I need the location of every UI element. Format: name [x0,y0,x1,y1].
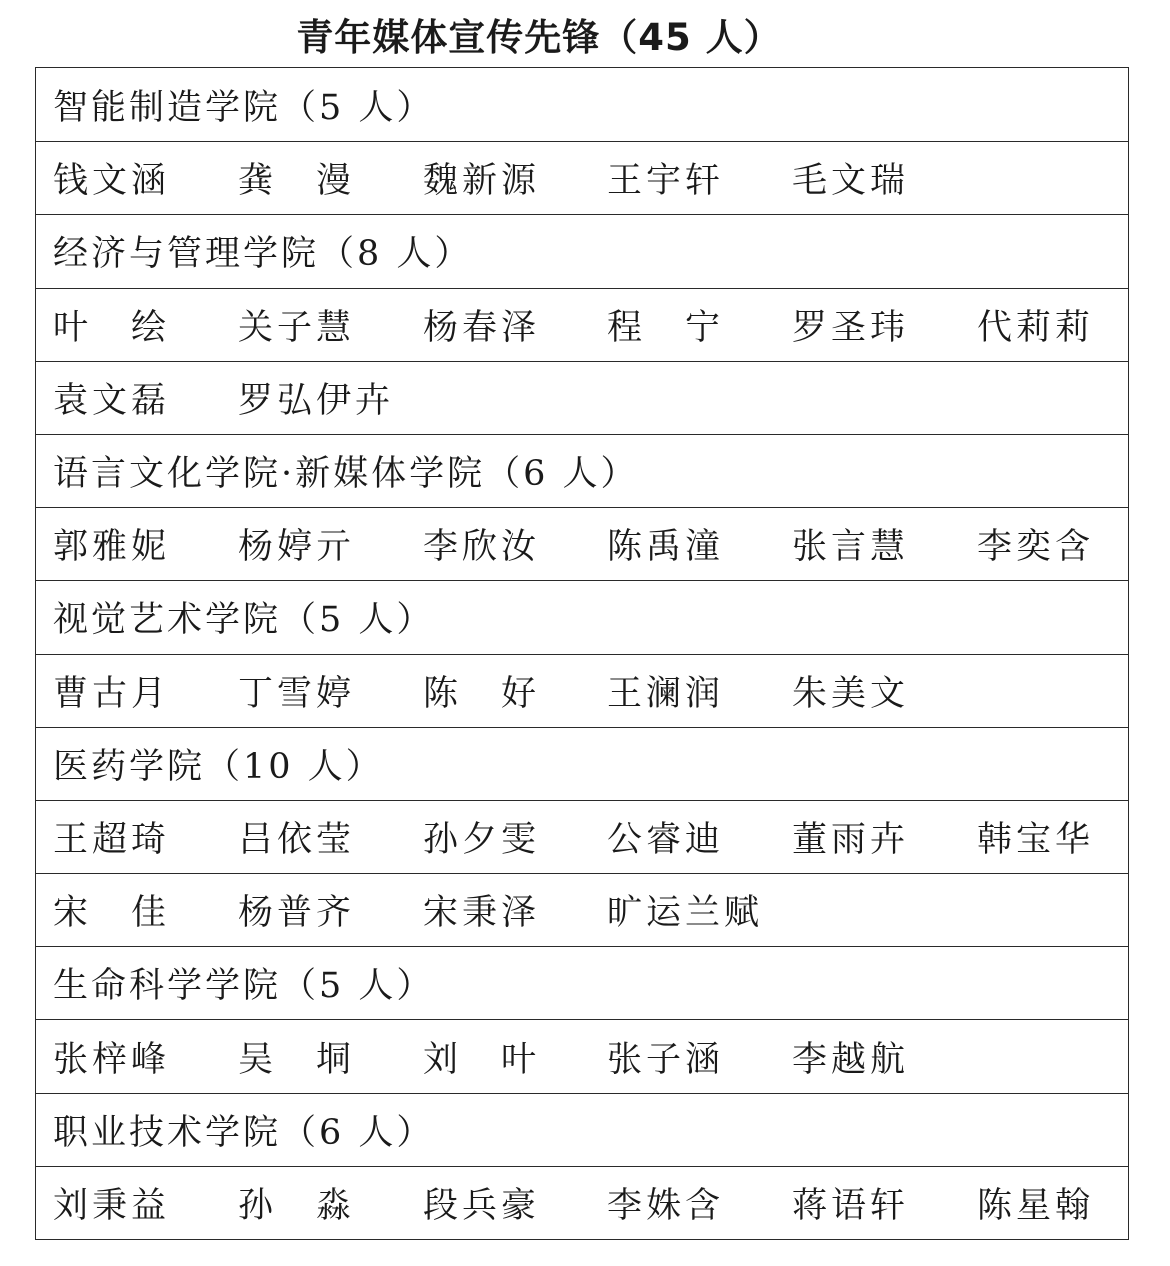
name-row [36,1166,1128,1239]
name-cell: 李欣汝 [423,527,541,568]
section-header: 经济与管理学院（8 人） [53,234,473,275]
name-cell: 吕依莹 [238,819,356,860]
name-cell: 宋秉泽 [423,893,541,934]
name-row [36,1019,1128,1092]
section-header-row [36,1093,1128,1166]
section-header-row [36,68,1128,141]
name-cell: 魏新源 [423,161,541,202]
name-cell: 陈 好 [423,673,541,714]
name-cell: 陈星翰 [977,1185,1095,1226]
name-cell: 袁文磊 [53,380,171,421]
name-row [36,361,1128,434]
name-cell: 吴 垌 [238,1039,356,1080]
name-cell: 旷运兰赋 [607,893,764,934]
honor-roll-table [35,67,1129,1240]
name-row [36,507,1128,580]
name-cell: 张梓峰 [53,1039,171,1080]
name-cell: 孙 淼 [238,1185,356,1226]
name-cell: 杨春泽 [423,307,541,348]
name-cell: 蒋语轩 [792,1185,910,1226]
name-cell: 刘 叶 [423,1039,541,1080]
name-cell: 朱美文 [792,673,910,714]
name-cell: 张子涵 [607,1039,725,1080]
name-cell: 韩宝华 [977,819,1095,860]
name-cell: 关子慧 [238,307,356,348]
section-header: 医药学院（10 人） [53,746,384,787]
name-cell: 段兵豪 [423,1185,541,1226]
name-cell: 罗圣玮 [792,307,910,348]
name-cell: 曹古月 [53,673,171,714]
section-header-row [36,946,1128,1019]
name-row [36,800,1128,873]
name-cell: 李奕含 [977,527,1095,568]
name-cell: 李姝含 [607,1185,725,1226]
name-cell: 龚 漫 [238,161,356,202]
name-cell: 杨普齐 [238,893,356,934]
name-cell: 李越航 [792,1039,910,1080]
section-header: 语言文化学院·新媒体学院（6 人） [53,454,639,495]
section-header: 智能制造学院（5 人） [53,87,435,128]
section-header: 视觉艺术学院（5 人） [53,600,435,641]
name-cell: 孙夕雯 [423,819,541,860]
name-cell: 程 宁 [607,307,725,348]
name-cell: 刘秉益 [53,1185,171,1226]
name-row [36,873,1128,946]
name-cell: 罗弘伊卉 [238,380,395,421]
name-cell: 公睿迪 [607,819,725,860]
section-header: 生命科学学院（5 人） [53,966,435,1007]
name-cell: 王超琦 [53,819,171,860]
name-cell: 董雨卉 [792,819,910,860]
section-header: 职业技术学院（6 人） [53,1112,435,1153]
name-cell: 丁雪婷 [238,673,356,714]
name-cell: 叶 绘 [53,307,171,348]
name-cell: 钱文涵 [53,161,171,202]
page-title: 青年媒体宣传先锋（45 人） [296,16,782,59]
section-header-row [36,434,1128,507]
name-cell: 王澜润 [607,673,725,714]
name-cell: 杨婷亓 [238,527,356,568]
name-cell: 毛文瑞 [792,161,910,202]
name-cell: 张言慧 [792,527,910,568]
name-cell: 陈禹潼 [607,527,725,568]
name-row [36,141,1128,214]
section-header-row [36,727,1128,800]
name-row [36,288,1128,361]
name-cell: 宋 佳 [53,893,171,934]
name-cell: 郭雅妮 [53,527,171,568]
section-header-row [36,580,1128,653]
name-cell: 王宇轩 [607,161,725,202]
name-row [36,654,1128,727]
section-header-row [36,214,1128,287]
name-cell: 代莉莉 [977,307,1095,348]
